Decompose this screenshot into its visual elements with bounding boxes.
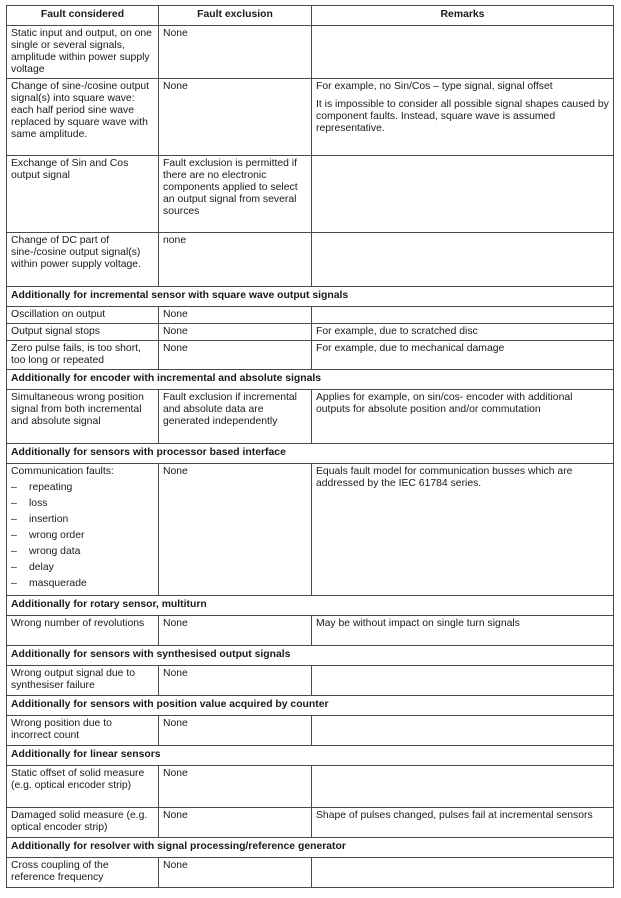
section-heading: Additionally for encoder with incremental and absolute signals: [7, 370, 614, 390]
table-row: [7, 156, 614, 233]
section-row: [7, 746, 614, 766]
section-row: [7, 696, 614, 716]
remark-text: May be without impact on single turn signals: [316, 618, 520, 629]
remarks-cell: [312, 156, 614, 233]
section-row: [7, 370, 614, 390]
remarks-cell: [312, 233, 614, 287]
table-row: [7, 79, 614, 156]
header-fault-exclusion: Fault exclusion: [159, 6, 312, 26]
exclusion-cell: None: [159, 858, 312, 888]
remarks-cell: [312, 766, 614, 808]
remarks-cell: [312, 666, 614, 696]
remarks-cell: [312, 307, 614, 324]
exclusion-cell: none: [159, 233, 312, 287]
exclusion-cell: None: [159, 666, 312, 696]
remark-text: For example, due to scratched disc: [316, 326, 478, 337]
remarks-cell: [312, 464, 614, 596]
remark-text: Shape of pulses changed, pulses fail at incremental sensors: [316, 810, 593, 821]
table-row: [7, 766, 614, 808]
header-row: [7, 6, 614, 26]
remark-text: Applies for example, on sin/cos- encoder with additional outputs for absolute position and/or commutation: [316, 392, 573, 415]
fault-list-item: – delay: [11, 562, 154, 574]
remarks-cell: [312, 858, 614, 888]
exclusion-cell: None: [159, 341, 312, 370]
section-row: [7, 838, 614, 858]
section-row: [7, 444, 614, 464]
remark-text: For example, due to mechanical damage: [316, 343, 505, 354]
exclusion-cell: None: [159, 808, 312, 838]
fault-cell: Static input and output, on one single or several signals, amplitude within power supply voltage: [7, 26, 159, 79]
exclusion-cell: None: [159, 307, 312, 324]
fault-list-item: – repeating: [11, 482, 154, 494]
remarks-cell: [312, 79, 614, 156]
fault-cell: Change of DC part of sine-/cosine output signal(s) within power supply voltage.: [7, 233, 159, 287]
fault-text: Communication faults:: [11, 466, 114, 477]
table-row: [7, 858, 614, 888]
table-body: [7, 26, 614, 888]
remark-text: For example, no Sin/Cos – type signal, signal offset: [316, 81, 553, 92]
section-heading: Additionally for sensors with processor based interface: [7, 444, 614, 464]
fault-cell: Simultaneous wrong position signal from both incremental and absolute signal: [7, 390, 159, 444]
section-row: [7, 287, 614, 307]
table-row: [7, 808, 614, 838]
fault-cell: [7, 464, 159, 596]
section-heading: Additionally for rotary sensor, multiturn: [7, 596, 614, 616]
exclusion-cell: None: [159, 26, 312, 79]
section-heading: Additionally for linear sensors: [7, 746, 614, 766]
table-row: [7, 324, 614, 341]
section-heading: Additionally for sensors with synthesised output signals: [7, 646, 614, 666]
table-row: [7, 616, 614, 646]
table-row: [7, 233, 614, 287]
remarks-cell: [312, 26, 614, 79]
remarks-cell: [312, 616, 614, 646]
section-heading: Additionally for incremental sensor with square wave output signals: [7, 287, 614, 307]
section-heading: Additionally for resolver with signal processing/reference generator: [7, 838, 614, 858]
exclusion-cell: None: [159, 616, 312, 646]
remarks-cell: [312, 341, 614, 370]
exclusion-cell: Fault exclusion is permitted if there are no electronic components applied to select an output signal from several sources: [159, 156, 312, 233]
fault-cell: Zero pulse fails, is too short, too long or repeated: [7, 341, 159, 370]
table-row: [7, 307, 614, 324]
fault-cell: Oscillation on output: [7, 307, 159, 324]
fault-cell: Damaged solid measure (e.g. optical encoder strip): [7, 808, 159, 838]
fault-list: [11, 482, 154, 590]
header-fault-considered: Fault considered: [7, 6, 159, 26]
remark-text: Equals fault model for communication busses which are addressed by the IEC 61784 series.: [316, 466, 573, 489]
fault-cell: Wrong position due to incorrect count: [7, 716, 159, 746]
section-row: [7, 596, 614, 616]
fault-list-item: – wrong data: [11, 546, 154, 558]
section-row: [7, 646, 614, 666]
header-remarks: Remarks: [312, 6, 614, 26]
table-row: [7, 716, 614, 746]
remark-text: It is impossible to consider all possible signal shapes caused by component faults. Instead, square wave is assumed representative.: [316, 99, 609, 134]
fault-cell: Exchange of Sin and Cos output signal: [7, 156, 159, 233]
fault-list-item: – wrong order: [11, 530, 154, 542]
fault-list-item: – loss: [11, 498, 154, 510]
exclusion-cell: None: [159, 464, 312, 596]
fault-cell: Wrong output signal due to synthesiser failure: [7, 666, 159, 696]
fault-cell: Static offset of solid measure (e.g. optical encoder strip): [7, 766, 159, 808]
fault-cell: Output signal stops: [7, 324, 159, 341]
exclusion-cell: None: [159, 766, 312, 808]
remarks-cell: [312, 390, 614, 444]
fault-list-item: – masquerade: [11, 578, 154, 590]
exclusion-cell: None: [159, 79, 312, 156]
remarks-cell: [312, 716, 614, 746]
remarks-cell: [312, 324, 614, 341]
table-row: [7, 26, 614, 79]
remarks-cell: [312, 808, 614, 838]
section-heading: Additionally for sensors with position value acquired by counter: [7, 696, 614, 716]
table-row: [7, 341, 614, 370]
fault-cell: Change of sine-/cosine output signal(s) into square wave: each half period sine wave replaced by square wave with same amplitude.: [7, 79, 159, 156]
fault-table: [6, 5, 614, 888]
table-row: [7, 666, 614, 696]
fault-list-item: – insertion: [11, 514, 154, 526]
table-header: [7, 6, 614, 26]
fault-cell: Cross coupling of the reference frequency: [7, 858, 159, 888]
exclusion-cell: None: [159, 716, 312, 746]
exclusion-cell: Fault exclusion if incremental and absolute data are generated independently: [159, 390, 312, 444]
table-row: [7, 390, 614, 444]
fault-cell: Wrong number of revolutions: [7, 616, 159, 646]
exclusion-cell: None: [159, 324, 312, 341]
table-row: [7, 464, 614, 596]
